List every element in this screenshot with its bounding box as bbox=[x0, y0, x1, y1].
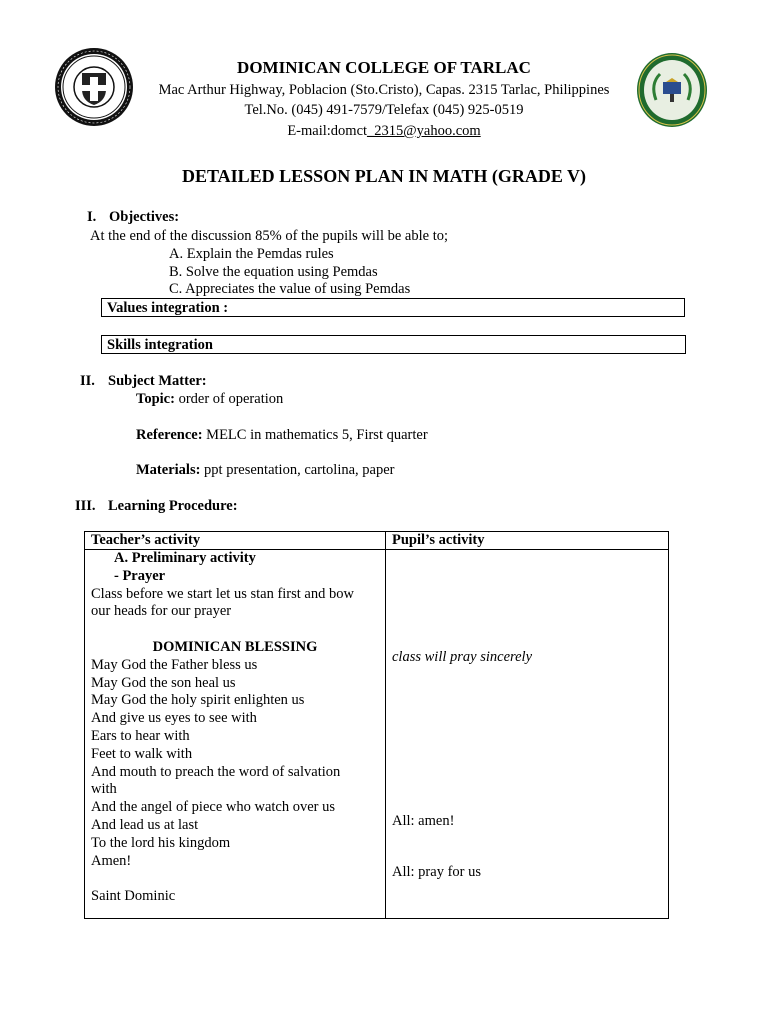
reference-line bbox=[136, 427, 428, 444]
subject-matter-heading-text: Subject Matter: bbox=[108, 373, 207, 389]
blessing-line: Ears to hear with bbox=[91, 727, 190, 744]
blessing-line: And the angel of piece who watch over us bbox=[91, 799, 336, 816]
skills-integration-box bbox=[101, 335, 686, 354]
values-integration-label: Values integration : bbox=[107, 300, 229, 316]
reference-value: MELC in mathematics 5, First quarter bbox=[206, 427, 428, 443]
materials-value: ppt presentation, cartolina, paper bbox=[204, 462, 395, 478]
pupil-pray-response: class will pray sincerely bbox=[392, 649, 533, 665]
blessing-line: And mouth to preach the word of salvation bbox=[91, 763, 341, 780]
teacher-activity-header: Teacher’s activity bbox=[85, 532, 386, 550]
email-link[interactable]: _2315@yahoo.com bbox=[367, 123, 481, 139]
materials-line bbox=[136, 462, 395, 479]
preliminary-activity-label: A. Preliminary activity bbox=[114, 550, 256, 566]
objectives-heading bbox=[87, 209, 179, 226]
table-header-row bbox=[85, 532, 669, 550]
learning-procedure-number: III. bbox=[75, 498, 96, 514]
learning-procedure-table bbox=[84, 531, 669, 919]
school-telephone: Tel.No. (045) 491-7579/Telefax (045) 925-0519 bbox=[244, 102, 524, 118]
document-title: DETAILED LESSON PLAN IN MATH (GRADE V) bbox=[181, 166, 587, 186]
school-address: Mac Arthur Highway, Poblacion (Sto.Cristo), Capas. 2315 Tarlac, Philippines bbox=[158, 82, 610, 98]
blessing-title: DOMINICAN BLESSING bbox=[152, 638, 318, 655]
blessing-line: And lead us at last bbox=[91, 816, 199, 833]
blessing-line: May God the Father bless us bbox=[91, 656, 258, 673]
email-prefix: E-mail:domct bbox=[287, 123, 368, 139]
blessing-line: with bbox=[91, 781, 117, 798]
blessing-line: May God the holy spirit enlighten us bbox=[91, 692, 305, 709]
pupil-activity-header: Pupil’s activity bbox=[386, 532, 669, 550]
pupil-amen-response: All: amen! bbox=[392, 813, 455, 829]
objectives-number: I. bbox=[87, 209, 97, 225]
prayer-label: - Prayer bbox=[114, 567, 166, 584]
pupil-pray-for-us-response: All: pray for us bbox=[392, 864, 481, 880]
objective-item: B. Solve the equation using Pemdas bbox=[169, 264, 378, 280]
blessing-line: Feet to walk with bbox=[91, 745, 193, 762]
topic-value: order of operation bbox=[178, 391, 284, 407]
objectives-intro: At the end of the discussion 85% of the pupils will be able to; bbox=[90, 228, 449, 244]
school-name: DOMINICAN COLLEGE OF TARLAC bbox=[237, 58, 531, 77]
objectives-heading-text: Objectives: bbox=[109, 209, 180, 225]
skills-integration-label: Skills integration bbox=[107, 337, 213, 353]
teacher-line: our heads for our prayer bbox=[91, 603, 232, 620]
blessing-line: To the lord his kingdom bbox=[91, 834, 231, 851]
teacher-activity-cell bbox=[85, 550, 386, 919]
learning-procedure-heading-text: Learning Procedure: bbox=[108, 498, 238, 514]
materials-label: Materials: bbox=[136, 462, 201, 478]
blessing-line: Amen! bbox=[91, 852, 132, 869]
values-integration-box bbox=[101, 298, 685, 317]
saint-line: Saint Dominic bbox=[91, 888, 176, 905]
table-row bbox=[85, 550, 669, 919]
pupil-activity-cell bbox=[386, 550, 669, 919]
objective-item: C. Appreciates the value of using Pemdas bbox=[169, 281, 411, 297]
blessing-line: May God the son heal us bbox=[91, 674, 236, 691]
blessing-line: And give us eyes to see with bbox=[91, 710, 257, 727]
subject-matter-heading bbox=[80, 373, 207, 390]
topic-line bbox=[136, 391, 283, 408]
subject-matter-number: II. bbox=[80, 373, 95, 389]
reference-label: Reference: bbox=[136, 427, 203, 443]
topic-label: Topic: bbox=[136, 391, 175, 407]
learning-procedure-heading bbox=[75, 498, 238, 515]
objective-item: A. Explain the Pemdas rules bbox=[169, 246, 334, 262]
school-email bbox=[0, 123, 768, 140]
teacher-line: Class before we start let us stan first and bow bbox=[91, 585, 354, 602]
